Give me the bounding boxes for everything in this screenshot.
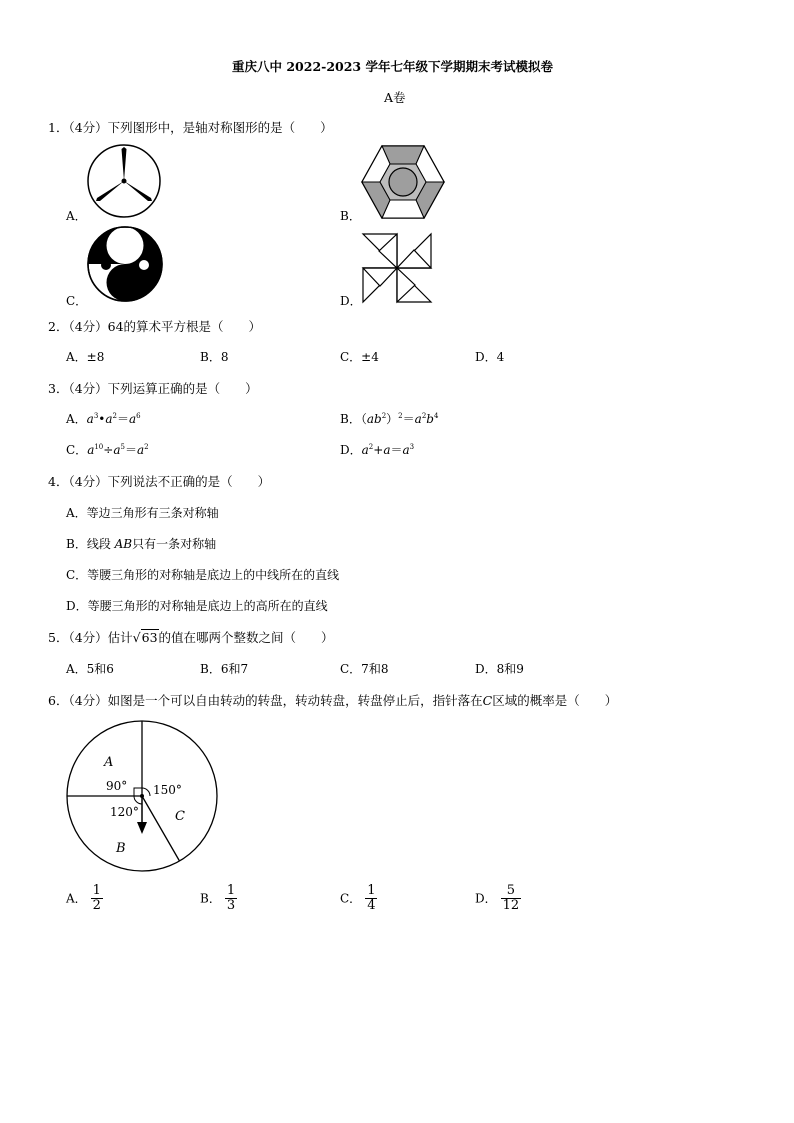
q6-option-c[interactable]: C． $\frac{1}{4}$ — [340, 883, 376, 914]
q2-option-d[interactable]: D．4 — [475, 350, 505, 364]
question-3-stem: 3．（4分）下列运算正确的是（ ） — [48, 381, 258, 396]
q4-option-d[interactable]: D．等腰三角形的对称轴是底边上的高所在的直线 — [66, 599, 328, 613]
region-b-label: B — [116, 841, 126, 856]
question-4-stem: 4．（4分）下列说法不正确的是（ ） — [48, 474, 271, 489]
q5-option-c[interactable]: C．7和8 — [340, 662, 389, 676]
q4-option-c[interactable]: C．等腰三角形的对称轴是底边上的中线所在的直线 — [66, 568, 340, 582]
page-title: 重庆八中 2022-2023 学年七年级下学期期末考试模拟卷 — [232, 59, 553, 74]
question-6-stem: 6．（4分）如图是一个可以自由转动的转盘，转动转盘，转盘停止后，指针落在C区域的概率是（ ） — [48, 693, 618, 708]
q2-option-b[interactable]: B．8 — [200, 350, 229, 364]
q3-option-a[interactable]: A．$a^3•a^2=a^6$ — [66, 412, 141, 426]
fraction: $\frac{1}{4}$ — [367, 883, 376, 914]
angle-b-label: 120° — [110, 805, 139, 819]
region-c-label: C — [175, 809, 185, 824]
figure-yin-yang — [86, 225, 164, 303]
q6-option-b[interactable]: B． $\frac{1}{3}$ — [200, 883, 236, 914]
q3-option-b[interactable]: B．$(ab^2)^2=a^2b^4$ — [340, 412, 439, 426]
region-a-label: A — [104, 755, 114, 770]
question-5-stem: 5．（4分）估计√63的值在哪两个整数之间（ ） — [48, 630, 334, 645]
q3-option-c[interactable]: C．$a^{10}\div a^5=a^2$ — [66, 443, 149, 457]
spinner-figure — [64, 718, 220, 874]
fraction: $\frac{5}{12}$ — [502, 883, 520, 914]
question-2-stem: 2．（4分）64的算术平方根是（ ） — [48, 319, 262, 334]
q1-option-d[interactable]: D． — [340, 294, 362, 308]
q6-option-a[interactable]: A． $\frac{1}{2}$ — [66, 883, 101, 914]
question-1-stem: 1．（4分）下列图形中，是轴对称图形的是（ ） — [48, 120, 333, 135]
q3-option-d[interactable]: D．$a^2+a=a^3$ — [340, 443, 415, 457]
q4-option-a[interactable]: A．等边三角形有三条对称轴 — [66, 506, 219, 520]
figure-circle-three-blades — [86, 143, 162, 219]
section-label: A卷 — [384, 90, 406, 105]
sqrt-expression: √63 — [132, 630, 158, 645]
q1-option-b[interactable]: B． — [340, 209, 361, 223]
q4-option-b[interactable]: B．线段 AB只有一条对称轴 — [66, 537, 217, 551]
q5-option-b[interactable]: B．6和7 — [200, 662, 249, 676]
figure-pinwheel — [361, 232, 433, 304]
q6-option-d[interactable]: D． $\frac{5}{12}$ — [475, 883, 520, 914]
q1-option-a[interactable]: A． — [66, 209, 87, 223]
fraction: $\frac{1}{2}$ — [92, 883, 101, 914]
q5-option-d[interactable]: D．8和9 — [475, 662, 524, 676]
angle-a-label: 90° — [106, 779, 128, 793]
q1-option-c[interactable]: C． — [66, 294, 88, 308]
q5-option-a[interactable]: A．5和6 — [66, 662, 114, 676]
q2-option-c[interactable]: C．±4 — [340, 350, 379, 364]
figure-hexagon-with-circle — [361, 144, 445, 220]
angle-c-label: 150° — [153, 783, 182, 797]
q2-option-a[interactable]: A．±8 — [66, 350, 105, 364]
fraction: $\frac{1}{3}$ — [226, 883, 236, 914]
